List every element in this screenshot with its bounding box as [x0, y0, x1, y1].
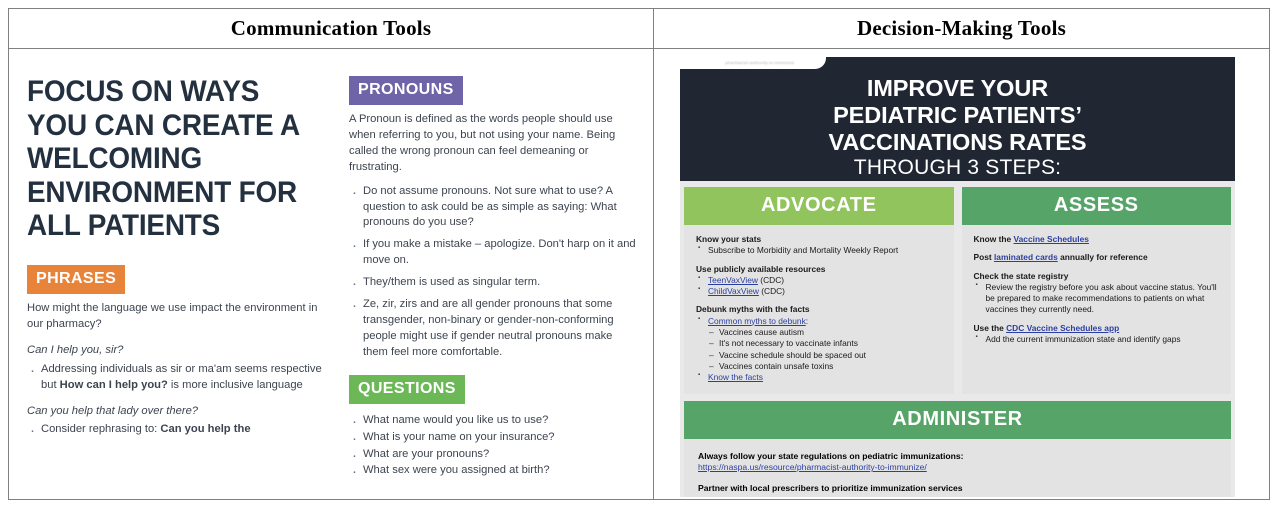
- phrase-bullet-pre: Addressing individuals as sir or ma'am seems respective but: [41, 362, 322, 391]
- phrase-item: [27, 404, 327, 439]
- list-item: · What are your pronouns?: [349, 447, 639, 463]
- link-common-myths-to-debunk[interactable]: Common myths to debunk: [708, 315, 806, 326]
- card-assess-body: [962, 225, 1232, 355]
- assess-line-vaccine-schedules: [974, 234, 1220, 245]
- link-vaccine-schedules[interactable]: Vaccine Schedules: [1013, 234, 1089, 244]
- administer-line-1: Always follow your state regulations on pediatric immunizations:: [698, 450, 964, 461]
- list-item: [696, 372, 942, 383]
- table-body-row: [9, 49, 1269, 499]
- card-administer: [684, 401, 1231, 497]
- advocate-heading: Know your stats: [696, 234, 762, 244]
- card-administer-header: ADMINISTER: [684, 401, 1231, 439]
- link-laminated-cards[interactable]: laminated cards: [993, 252, 1058, 263]
- communication-right-column: [349, 65, 639, 499]
- assess-group-app: [974, 323, 1220, 346]
- phrase-item: [27, 343, 327, 394]
- card-assess-header: ASSESS: [962, 187, 1232, 225]
- decision-header-tab: [680, 57, 826, 69]
- list-item: [27, 422, 327, 438]
- advocate-heading: Debunk myths with the facts: [696, 304, 810, 315]
- assess-line-laminated-cards: [974, 252, 1220, 263]
- decision-title-line-2: PEDIATRIC PATIENTS’: [833, 101, 1082, 128]
- communication-left-column: [27, 65, 327, 499]
- decision-tools-slide-image: [680, 57, 1235, 497]
- decision-subtitle: THROUGH 3 STEPS:: [853, 156, 1062, 180]
- decision-steps-row: [680, 181, 1235, 394]
- list-item: · What sex were you assigned at birth?: [349, 463, 639, 479]
- list-item: ▪ Subscribe to Morbidity and Mortality Weekly Report: [696, 245, 942, 256]
- cell-communication-tools: [9, 49, 654, 499]
- list-item: ▪ Common myths to debunk:: [696, 316, 942, 327]
- advocate-group-stats: [696, 234, 942, 257]
- phrases-intro-text: How might the language we use impact the environment in our pharmacy?: [27, 301, 318, 330]
- list-item: – Vaccine schedule should be spaced out: [709, 350, 942, 361]
- advocate-know-facts-list: [696, 372, 942, 383]
- link-childvaxview[interactable]: ChildVaxView: [708, 286, 759, 296]
- decision-title-line-1: IMPROVE YOUR: [866, 75, 1049, 101]
- phrase-bullet-post: is more inclusive language: [167, 378, 303, 391]
- list-item: · What name would you like us to use?: [349, 413, 639, 429]
- advocate-heading: Use publicly available resources: [696, 263, 826, 274]
- cell-decision-making-tools: [654, 49, 1269, 499]
- list-item: – Vaccines cause autism: [709, 327, 942, 338]
- pronouns-bullet-list: [349, 184, 639, 361]
- list-item: ▪ Add the current immunization state and identify gaps: [974, 334, 1220, 345]
- advocate-group-resources: [696, 264, 942, 298]
- phrases-badge: PHRASES: [27, 265, 125, 294]
- decision-header-banner: [680, 57, 1235, 181]
- pronouns-badge: PRONOUNS: [349, 76, 463, 105]
- phrase-prompt: Can I help you, sir?: [27, 343, 124, 356]
- advocate-group-myths: [696, 304, 942, 383]
- assess-app-heading-pre: Use the: [973, 322, 1007, 333]
- list-item: [696, 286, 942, 297]
- assess-heading: Check the state registry: [973, 270, 1069, 281]
- questions-bullet-list: [349, 413, 639, 480]
- advocate-resources-list: [696, 275, 942, 298]
- communication-headline: FOCUS ON WAYS YOU CAN CREATE A WELCOMING ENVIRONMENT FOR ALL PATIENTS: [27, 75, 299, 243]
- decision-title-line-3: VACCINATIONS RATES: [828, 128, 1087, 155]
- list-item: · Ze, zir, zirs and are all gender pronouns that some transgender, non-binary or gender-non-conforming people might use if gender neutral pronouns make them feel more comfortable.: [349, 297, 639, 361]
- list-item: · What is your name on your insurance?: [349, 430, 639, 446]
- link-teenvaxview[interactable]: TeenVaxView: [708, 274, 758, 285]
- list-item: · They/them is used as singular term.: [349, 275, 639, 291]
- phrase-bullet-list: [27, 362, 327, 394]
- advocate-stats-list: [696, 245, 942, 256]
- decision-header-tab-text: pharmacist-authority-to-immunize: [725, 60, 795, 65]
- card-assess: [962, 187, 1232, 394]
- link-suffix: (CDC): [757, 274, 785, 285]
- assess-group-registry: [974, 271, 1220, 316]
- assess-line2-pre: Post: [973, 252, 994, 263]
- questions-badge: QUESTIONS: [349, 375, 465, 404]
- table-header-row: [9, 9, 1269, 49]
- link-know-the-facts[interactable]: Know the facts: [708, 372, 763, 383]
- list-item: [27, 362, 327, 394]
- list-item: – It's not necessary to vaccinate infants: [709, 338, 942, 349]
- link-cdc-vaccine-schedules-app[interactable]: CDC Vaccine Schedules app: [1006, 322, 1120, 333]
- card-advocate-header: ADVOCATE: [684, 187, 954, 225]
- phrase-bullet-list: [27, 422, 327, 438]
- card-advocate-body: [684, 225, 954, 394]
- column-header-decision-making-tools: Decision-Making Tools: [857, 16, 1066, 40]
- administer-cut-line: Partner with local prescribers to prioritize immunization services: [698, 482, 963, 493]
- advocate-myths-sublist: [696, 327, 942, 373]
- advocate-myths-list: [696, 316, 942, 327]
- link-naspa-immunize-url[interactable]: https://naspa.us/resource/pharmacist-authority-to-immunize/: [698, 462, 927, 473]
- list-item: [696, 275, 942, 286]
- pronouns-intro-text: A Pronoun is defined as the words people should use when referring to you, but not using your name. Being called the wrong pronoun can feel demeaning or frustrating.: [349, 113, 616, 173]
- list-item: – Vaccines contain unsafe toxins: [709, 361, 942, 372]
- phrase-bullet-bold: Can you help the: [160, 423, 251, 436]
- tools-comparison-table: [8, 8, 1270, 500]
- link-suffix: (CDC): [758, 286, 785, 296]
- assess-line1-pre: Know the: [973, 234, 1014, 244]
- list-item: · If you make a mistake – apologize. Don't harp on it and move on.: [349, 237, 639, 269]
- phrase-prompt: Can you help that lady over there?: [27, 404, 199, 417]
- communication-tools-slide-image: [9, 49, 653, 499]
- list-item: · Do not assume pronouns. Not sure what to use? A question to ask could be as simple as saying: What pronouns do you use?: [349, 184, 639, 232]
- phrase-bullet-pre: Consider rephrasing to:: [41, 423, 161, 436]
- phrase-bullet-bold: How can I help you?: [59, 378, 168, 391]
- list-item: ▪ Review the registry before you ask about vaccine status. You'll be prepared to make recommendations to patients on what vaccines they currently need.: [974, 282, 1220, 316]
- assess-registry-list: [974, 282, 1220, 316]
- assess-line2-post: annually for reference: [1057, 252, 1148, 263]
- card-advocate: [684, 187, 954, 394]
- assess-app-list: [974, 334, 1220, 345]
- column-header-communication-tools: Communication Tools: [9, 9, 654, 48]
- card-administer-body: [684, 439, 1231, 497]
